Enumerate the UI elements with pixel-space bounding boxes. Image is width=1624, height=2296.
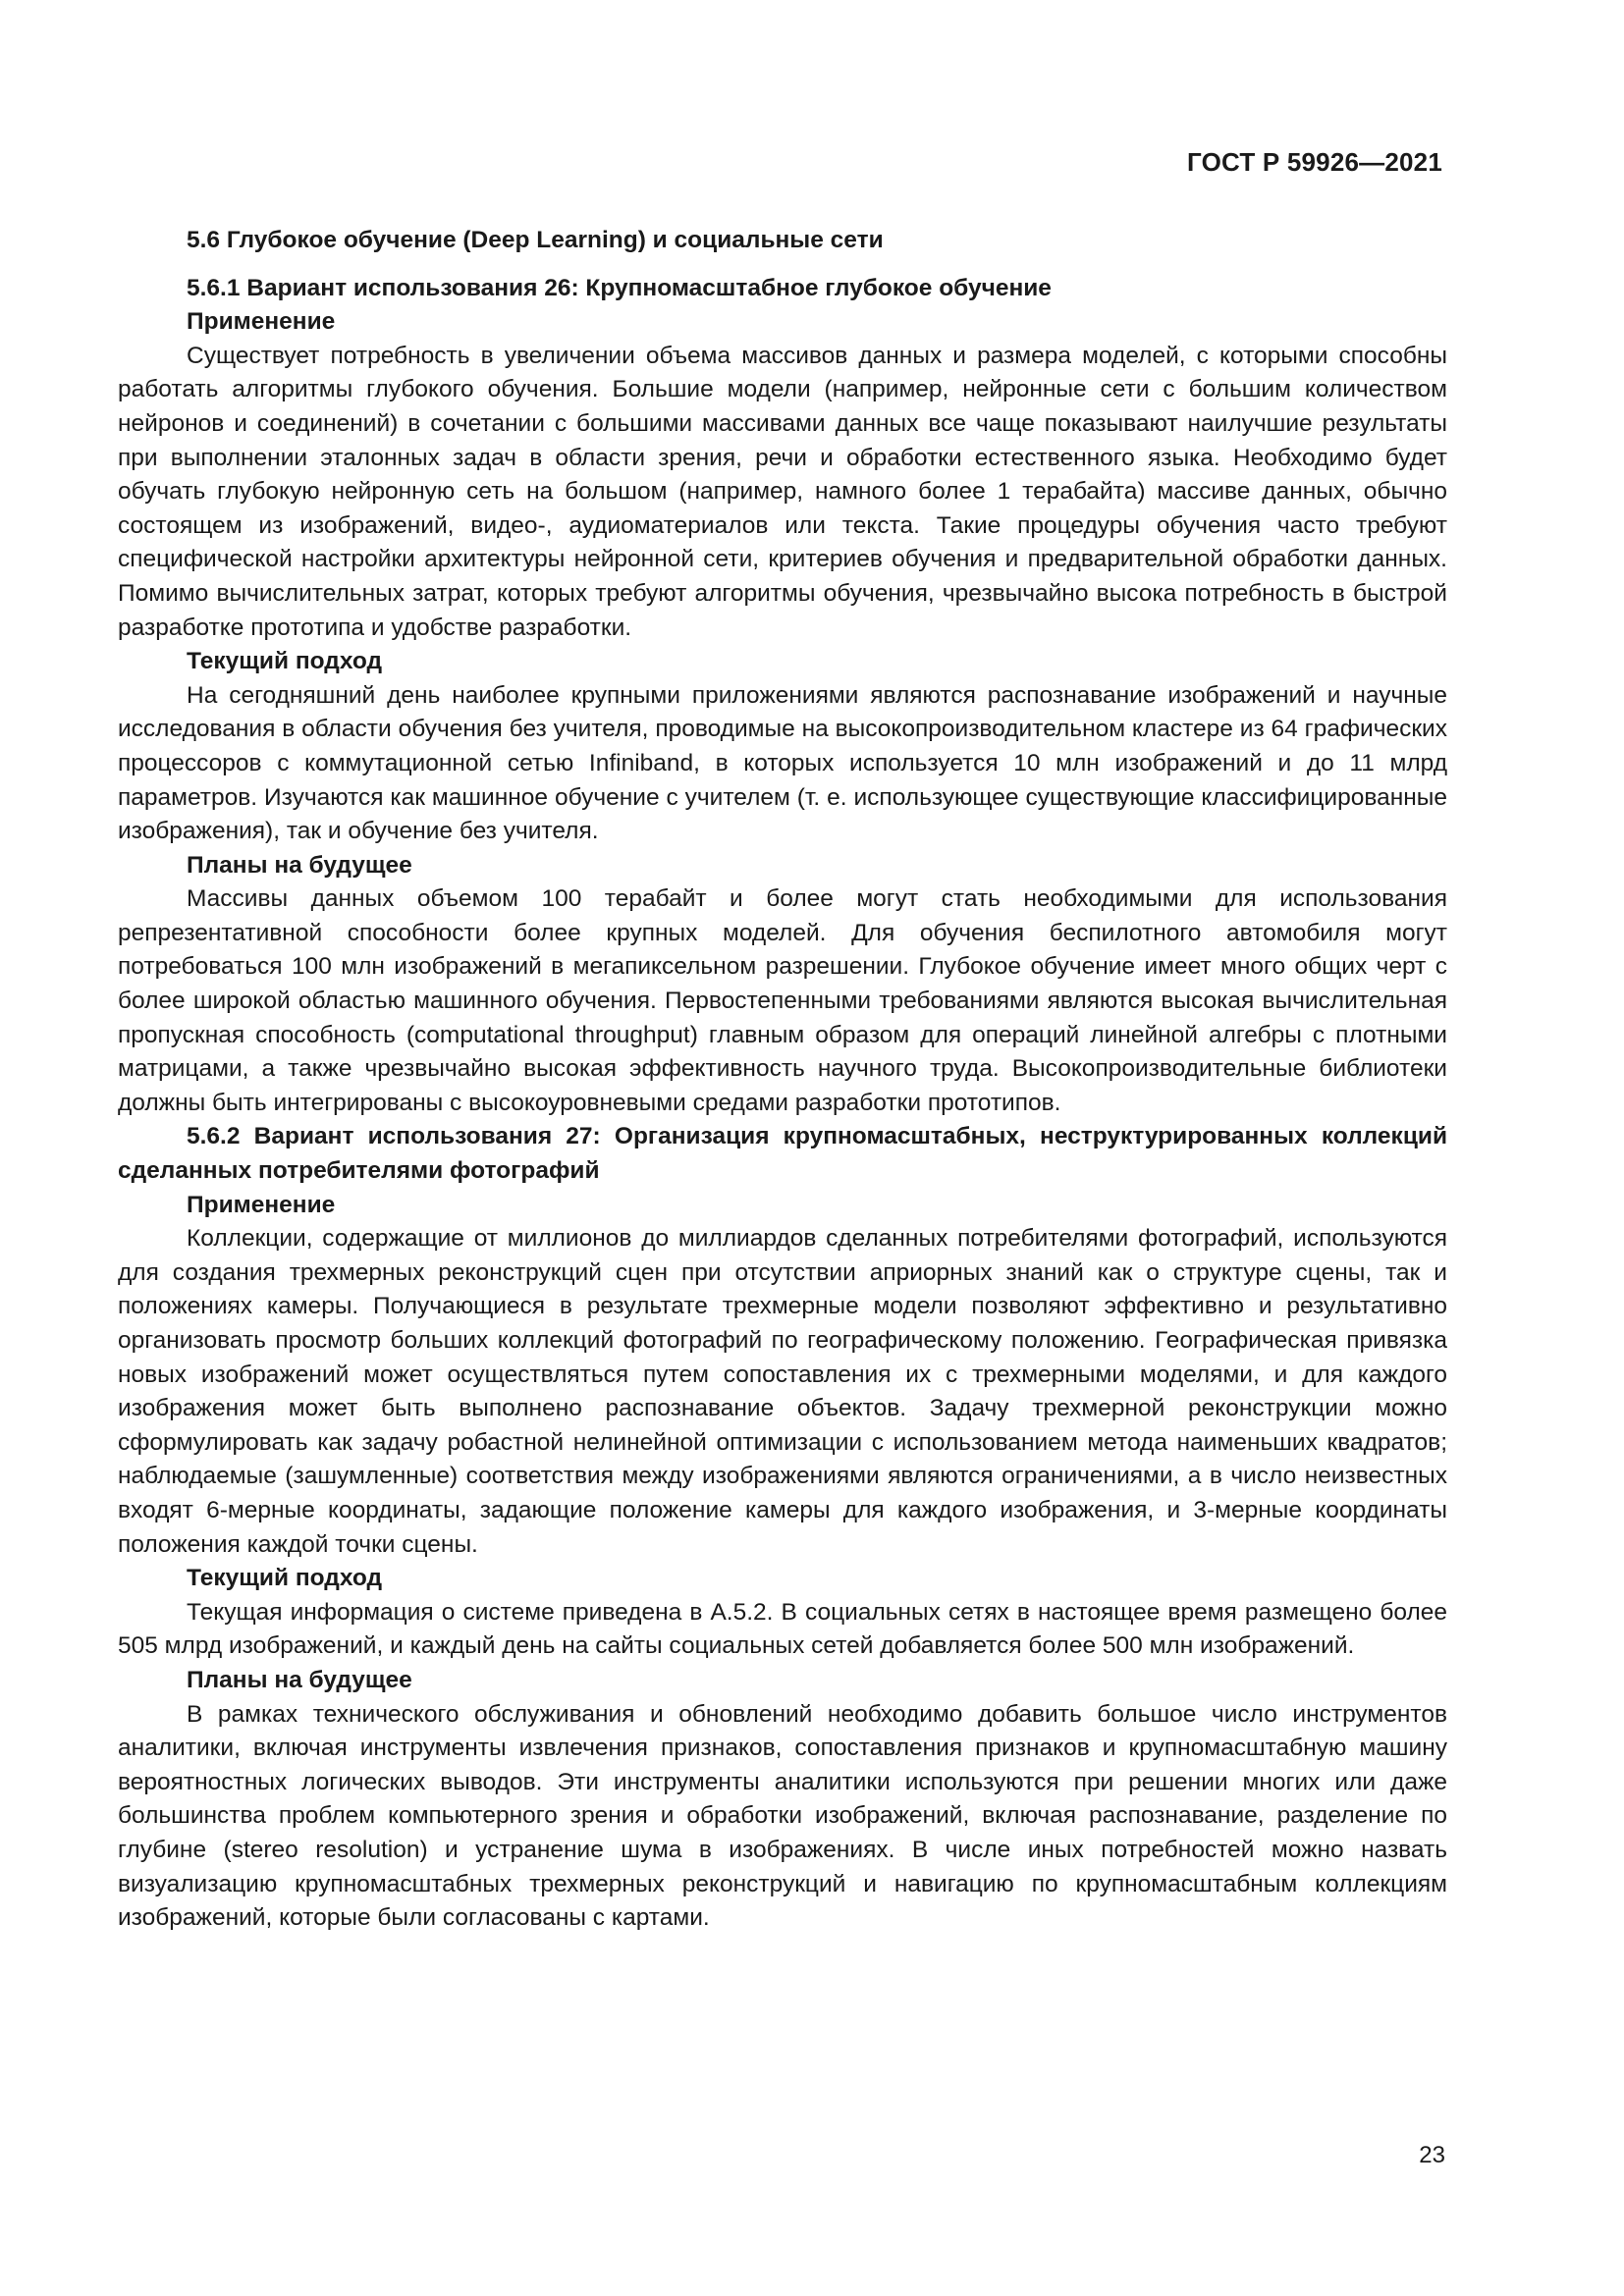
use-case-26-title: 5.6.1 Вариант использования 26: Крупномасштабное глубокое обучение [187,274,1052,301]
use-case-26-current-heading: Текущий подход [187,648,383,675]
use-case-26-future-text: Массивы данных объемом 100 терабайт и более могут стать необходимыми для использования репрезентативной способности более крупных моделей. Для обучения беспилотного автомобиля могут потребоваться 100 млн изображений в мегапиксельном разрешении. Глубокое обучение имеет много общих черт с более широкой областью машинного обучения. Первостепенными требованиями являются высокая вычислительная пропускная способность (computational throughput) главным образом для операций линейной алгебры с плотными матрицами, а также чрезвычайно высокая эффективность научного труда. Высокопроизводительные библиотеки должны быть интегрированы с высокоуровневыми средами разработки прототипов. [118,885,1447,1116]
page-content [118,224,1447,1936]
page-number: 23 [1419,2142,1445,2168]
use-case-27-current-text: Текущая информация о системе приведена в А.5.2. В социальных сетях в настоящее время размещено более 505 млрд изображений, и каждый день на сайты социальных сетей добавляется более 500 млн изображений. [118,1598,1447,1660]
use-case-26-current-text: На сегодняшний день наиболее крупными приложениями являются распознавание изображений и научные исследования в области обучения без учителя, проводимые на высокопроизводительном кластере из 64 графических процессоров с коммутационной сетью Infiniband, в которых используется 10 млн изображений и до 11 млрд параметров. Изучаются как машинное обучение с учителем (т. е. использующее существующие классифицированные изображения), так и обучение без учителя. [118,681,1447,845]
use-case-26-application-heading: Применение [187,308,336,336]
use-case-27-title: 5.6.2 Вариант использования 27: Организация крупномасштабных, неструктурированных коллекций сделанных потребителями фотографий [118,1123,1447,1185]
use-case-27-future-text: В рамках технического обслуживания и обновлений необходимо добавить большое число инструментов аналитики, включая инструменты извлечения признаков, сопоставления признаков и крупномасштабную машину вероятностных логических выводов. Эти инструменты аналитики используются при решении многих или даже большинства проблем компьютерного зрения и обработки изображений, включая распознавание, разделение по глубине (stereo resolution) и устранение шума в изображениях. В числе иных потребностей можно назвать визуализацию крупномасштабных трехмерных реконструкций и навигацию по крупномасштабным коллекциям изображений, которые были согласованы с картами. [118,1700,1447,1932]
standard-header: ГОСТ Р 59926—2021 [1187,147,1442,177]
use-case-27-future-heading: Планы на будущее [187,1666,412,1693]
use-case-27-current-heading: Текущий подход [187,1565,383,1592]
use-case-27-application-heading: Применение [187,1191,336,1218]
section-title: 5.6 Глубокое обучение (Deep Learning) и социальные сети [187,227,884,253]
use-case-27-application-text: Коллекции, содержащие от миллионов до миллиардов сделанных потребителями фотографий, используются для создания трехмерных реконструкций сцен при отсутствии априорных знаний как о структуре сцены, так и положениях камеры. Получающиеся в результате трехмерные модели позволяют эффективно и результативно организовать просмотр больших коллекций фотографий по географическому положению. Географическая привязка новых изображений может осуществляться путем сопоставления их с трехмерными моделями, и для каждого изображения может быть выполнено распознавание объектов. Задачу трехмерной реконструкции можно сформулировать как задачу робастной нелинейной оптимизации с использованием метода наименьших квадратов; наблюдаемые (зашумленные) соответствия между изображениями являются ограничениями, а в число неизвестных входят 6-мерные координаты, задающие положение камеры для каждого изображения, и 3-мерные координаты положения каждой точки сцены. [118,1225,1447,1558]
use-case-26-application-text: Существует потребность в увеличении объема массивов данных и размера моделей, с которыми способны работать алгоритмы глубокого обучения. Большие модели (например, нейронные сети с большим количеством нейронов и соединений) в сочетании с большими массивами данных все чаще показывают наилучшие результаты при выполнении эталонных задач в области зрения, речи и обработки естественного языка. Необходимо будет обучать глубокую нейронную сеть на большом (например, намного более 1 терабайта) массиве данных, обычно состоящем из изображений, видео-, аудиоматериалов или текста. Такие процедуры обучения часто требуют специфической настройки архитектуры нейронной сети, критериев обучения и предварительной обработки данных. Помимо вычислительных затрат, которых требуют алгоритмы обучения, чрезвычайно высока потребность в быстрой разработке прототипа и удобстве разработки. [118,342,1447,641]
use-case-26-future-heading: Планы на будущее [187,851,412,879]
